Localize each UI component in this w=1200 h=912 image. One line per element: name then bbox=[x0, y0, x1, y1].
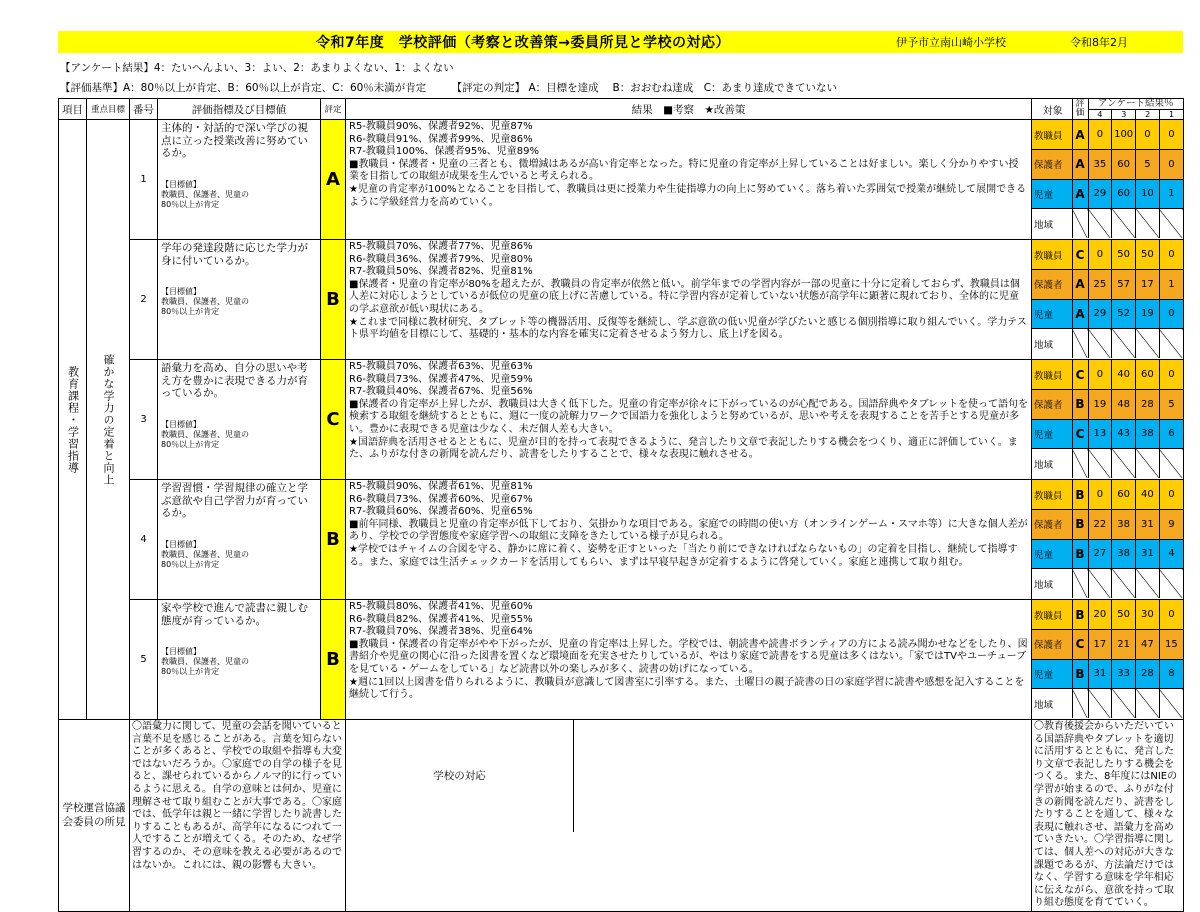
target-head: 【目標値】 bbox=[161, 287, 201, 296]
col-survey bbox=[1088, 99, 1183, 119]
staff-v2: 40 bbox=[1136, 480, 1160, 510]
target-val: 80％以上が肯定 bbox=[161, 439, 220, 449]
survey-row-region bbox=[1032, 209, 1183, 239]
target-value bbox=[161, 287, 317, 317]
result-line: R5-教職員90%、保護者61%、児童81% bbox=[349, 481, 533, 492]
staff-grade: B bbox=[1072, 600, 1088, 630]
staff-v2: 50 bbox=[1136, 240, 1160, 270]
parent-v1: 15 bbox=[1159, 630, 1183, 660]
staff-v4: 0 bbox=[1088, 120, 1112, 150]
parent-v3: 21 bbox=[1112, 630, 1136, 660]
region-empty bbox=[1072, 329, 1088, 359]
col-eval: 評価 bbox=[1072, 99, 1088, 119]
child-v1: 4 bbox=[1159, 539, 1183, 569]
table-row bbox=[59, 240, 1184, 360]
survey-scale-3: 3 bbox=[1111, 110, 1135, 119]
target-value bbox=[161, 540, 317, 570]
survey-row-parent bbox=[1032, 150, 1183, 180]
result-line: ■保護者の肯定率が上昇したが、教職員は大きく低下した。児童の肯定率が徐々に下がっているのが心配である。国語辞典やタブレットを使って語句を検索する取組を継続するとともに、週に一度の読解力ワークで国語力を強化しようと努めているが、思いや考えを表現することを苦手とする児童が多い。豊かに表現できる児童は少なく、未だ個人差も大きい。 bbox=[349, 398, 1028, 435]
child-v4: 29 bbox=[1088, 179, 1112, 209]
child-v2: 28 bbox=[1136, 659, 1160, 689]
parent-v1: 0 bbox=[1159, 150, 1183, 180]
target-head: 【目標値】 bbox=[161, 419, 201, 429]
parent-v2: 17 bbox=[1136, 270, 1160, 300]
header-row bbox=[59, 99, 1184, 120]
survey-row-parent bbox=[1032, 510, 1183, 540]
target-region: 地域 bbox=[1034, 339, 1054, 351]
result-line: ★児童の肯定率が100%となることを目指して、教職員は更に授業力や生徒指導力の向上に努めていく。落ち着いた雰囲気で授業が継続して展開できるように学級経営力を高めていく。 bbox=[349, 183, 1027, 208]
overall-grade: A bbox=[321, 120, 346, 240]
target-value bbox=[161, 647, 317, 677]
indicator-text: 学年の発達段階に応じた学力が身に付いているか。 bbox=[161, 242, 308, 267]
parent-v4: 17 bbox=[1088, 630, 1112, 660]
target-region: 地域 bbox=[1034, 219, 1054, 231]
result-line: R6-教職員82%、保護者41%、児童55% bbox=[349, 613, 533, 625]
survey-row-region bbox=[1032, 329, 1183, 359]
survey-row-parent bbox=[1032, 270, 1183, 300]
staff-v2: 30 bbox=[1136, 600, 1160, 630]
result-text bbox=[346, 360, 1032, 480]
region-empty bbox=[1136, 689, 1160, 719]
parent-v2: 28 bbox=[1136, 390, 1160, 420]
region-empty bbox=[1088, 449, 1112, 479]
survey-row-child bbox=[1032, 299, 1183, 329]
result-text bbox=[346, 600, 1032, 720]
child-grade: B bbox=[1072, 539, 1088, 569]
child-v2: 31 bbox=[1136, 539, 1160, 569]
result-line: R7-教職員60%、保護者60%、児童65% bbox=[349, 506, 533, 518]
survey-row-child bbox=[1032, 659, 1183, 689]
response-area bbox=[346, 720, 1032, 912]
title-banner bbox=[58, 31, 1183, 53]
survey-scale-1: 1 bbox=[1159, 110, 1183, 119]
target-who: 教職員、保護者、児童の bbox=[161, 189, 249, 199]
child-v1: 8 bbox=[1159, 659, 1183, 689]
survey-row-staff bbox=[1032, 600, 1183, 630]
region-empty bbox=[1112, 689, 1136, 719]
result-line: ■保護者・児童の肯定率が80%を超えたが、教職員の肯定率が依然と低い。前学年までの学習内容が一部の児童に十分に定着しておらず、教職員は個人差に対応しようとしているが低位の児童の底上げに苦慮している。特に学習内容が定着していない状態が高学年に顕著に現れており、全体的に児童の学ぶ意欲が低い現状にある。 bbox=[349, 278, 1020, 315]
child-v1: 1 bbox=[1159, 179, 1183, 209]
staff-v1: 0 bbox=[1159, 240, 1183, 270]
target-parent: 保護者 bbox=[1032, 270, 1072, 300]
survey-legend: 【アンケート結果】4：たいへんよい、3：よい、2：あまりよくない、1：よくない bbox=[60, 62, 454, 74]
parent-v4: 35 bbox=[1088, 150, 1112, 180]
item-number: 2 bbox=[130, 240, 158, 360]
staff-v3: 60 bbox=[1112, 480, 1136, 510]
target-who: 教職員、保護者、児童の bbox=[161, 297, 249, 306]
evaluation-table bbox=[58, 98, 1184, 912]
item-number: 1 bbox=[130, 120, 158, 240]
survey-row-parent bbox=[1032, 630, 1183, 660]
indicator-cell bbox=[158, 480, 321, 600]
parent-v4: 19 bbox=[1088, 390, 1112, 420]
parent-v4: 25 bbox=[1088, 270, 1112, 300]
overall-grade: B bbox=[321, 240, 346, 360]
parent-v3: 38 bbox=[1112, 510, 1136, 540]
child-grade: B bbox=[1072, 659, 1088, 689]
target-head: 【目標値】 bbox=[161, 179, 201, 189]
child-v2: 19 bbox=[1136, 299, 1160, 329]
result-text bbox=[346, 120, 1032, 240]
target-who: 教職員、保護者、児童の bbox=[161, 429, 249, 439]
col-indicator: 評価指標及び目標値 bbox=[158, 99, 321, 120]
parent-grade: B bbox=[1072, 510, 1088, 540]
parent-v2: 5 bbox=[1136, 150, 1160, 180]
item-number: 3 bbox=[130, 360, 158, 480]
parent-grade: A bbox=[1072, 270, 1088, 300]
target-parent: 保護者 bbox=[1032, 630, 1072, 660]
region-empty bbox=[1112, 209, 1136, 239]
parent-grade: A bbox=[1072, 150, 1088, 180]
region-empty bbox=[1159, 329, 1183, 359]
category-cell bbox=[59, 120, 87, 720]
col-target: 対象 bbox=[1042, 105, 1063, 117]
child-v2: 10 bbox=[1136, 179, 1160, 209]
survey-heading: アンケート結果％ bbox=[1089, 99, 1184, 110]
target-val: 80％以上が肯定 bbox=[161, 307, 220, 316]
region-empty bbox=[1159, 209, 1183, 239]
child-v4: 27 bbox=[1088, 539, 1112, 569]
region-empty bbox=[1072, 689, 1088, 719]
result-line: R7-教職員50%、保護者82%、児童81% bbox=[349, 266, 533, 278]
region-empty bbox=[1136, 329, 1160, 359]
staff-v1: 0 bbox=[1159, 480, 1183, 510]
survey-cell bbox=[1032, 240, 1184, 360]
target-parent: 保護者 bbox=[1032, 510, 1072, 540]
indicator-cell bbox=[158, 600, 321, 720]
child-v1: 6 bbox=[1159, 419, 1183, 449]
parent-v3: 60 bbox=[1112, 150, 1136, 180]
child-v3: 33 bbox=[1112, 659, 1136, 689]
target-child: 児童 bbox=[1032, 299, 1072, 329]
result-text bbox=[346, 240, 1032, 360]
child-v2: 38 bbox=[1136, 419, 1160, 449]
item-number: 5 bbox=[130, 600, 158, 720]
staff-grade: B bbox=[1072, 480, 1088, 510]
child-v4: 13 bbox=[1088, 419, 1112, 449]
result-line: R7-教職員100%、保護者95%、児童89% bbox=[349, 146, 539, 158]
result-line: R6-教職員36%、保護者79%、児童80% bbox=[349, 253, 533, 265]
region-empty bbox=[1159, 689, 1183, 719]
child-grade: C bbox=[1072, 419, 1088, 449]
parent-grade: B bbox=[1072, 390, 1088, 420]
parent-v4: 22 bbox=[1088, 510, 1112, 540]
staff-v3: 50 bbox=[1112, 240, 1136, 270]
judgement-text: 【評定の判定】 A：目標を達成 B：おおむね達成 C：あまり達成できていない bbox=[451, 82, 838, 94]
target-region: 地域 bbox=[1034, 699, 1054, 711]
result-line: R5-教職員70%、保護者77%、児童86% bbox=[349, 241, 533, 252]
indicator-text: 学習習慣・学習規律の確立と学ぶ意欲や自己学習力が育っているか。 bbox=[161, 482, 308, 519]
staff-v4: 0 bbox=[1088, 240, 1112, 270]
child-v3: 52 bbox=[1112, 299, 1136, 329]
survey-row-staff bbox=[1032, 360, 1183, 390]
result-line: R5-教職員90%、保護者92%、児童87% bbox=[349, 121, 533, 132]
staff-v2: 60 bbox=[1136, 360, 1160, 390]
committee-opinion: 〇語彙力に関して、児童の会話を聞いていると言葉不足を感じることがある。言葉を知らないことが多くあると、学校での取組や指導も大変ではないだろうか。〇家庭での自学の様子を見ると、課せられているからノルマ的に行っているように思える。自学の意味とは何か、児童に理解させて取り組むことが大事である。〇家庭では、低学年は親と一緒に学習したり読書したりすることもあるが、高学年になるにつれて一人ですることが増えてくる。そのため、なぜ学習するのか、その意味を教える必要があるのではないか。これには、親の影響も大きい。 bbox=[130, 720, 346, 912]
response-label: 学校の対応 bbox=[346, 720, 574, 832]
parent-v3: 48 bbox=[1112, 390, 1136, 420]
child-v4: 31 bbox=[1088, 659, 1112, 689]
report-date: 令和8年2月 bbox=[1070, 36, 1128, 49]
indicator-cell bbox=[158, 240, 321, 360]
parent-grade: C bbox=[1072, 630, 1088, 660]
staff-v1: 0 bbox=[1159, 360, 1183, 390]
target-val: 80％以上が肯定 bbox=[161, 559, 220, 569]
criteria-text: 【評価基準】A：80％以上が肯定、B：60％以上が肯定、C：60％未満が肯定 bbox=[60, 82, 427, 94]
overall-grade: B bbox=[321, 480, 346, 600]
target-parent: 保護者 bbox=[1032, 390, 1072, 420]
target-parent: 保護者 bbox=[1032, 150, 1072, 180]
staff-v3: 50 bbox=[1112, 600, 1136, 630]
footer-row bbox=[59, 720, 1184, 912]
result-line: R6-教職員73%、保護者47%、児童59% bbox=[349, 373, 533, 385]
table-row bbox=[59, 600, 1184, 720]
staff-grade: A bbox=[1072, 120, 1088, 150]
staff-v1: 0 bbox=[1159, 120, 1183, 150]
table-row bbox=[59, 480, 1184, 600]
survey-cell bbox=[1032, 360, 1184, 480]
survey-cell bbox=[1032, 120, 1184, 240]
region-empty bbox=[1136, 209, 1160, 239]
survey-row-child bbox=[1032, 419, 1183, 449]
target-child: 児童 bbox=[1032, 539, 1072, 569]
result-line: ★これまで同様に教材研究、タブレット等の機器活用、反復等を継続し、学ぶ意欲の低い児童が学びたいと感じる個別指導に取り組んでいく。学力テスト県平均値を目標にして、基礎的・基本的な内容を確実に定着させるよう努力し、底上げを図る。 bbox=[349, 316, 1027, 341]
staff-v3: 100 bbox=[1112, 120, 1136, 150]
target-val: 80％以上が肯定 bbox=[161, 667, 220, 676]
child-v1: 0 bbox=[1159, 299, 1183, 329]
target-child: 児童 bbox=[1032, 659, 1072, 689]
staff-v1: 0 bbox=[1159, 600, 1183, 630]
survey-scale-2: 2 bbox=[1135, 110, 1159, 119]
table-row bbox=[59, 120, 1184, 240]
result-line: R5-教職員70%、保護者63%、児童63% bbox=[349, 361, 533, 372]
region-empty bbox=[1159, 569, 1183, 599]
col-survey-group bbox=[1032, 99, 1184, 120]
target-head: 【目標値】 bbox=[161, 539, 201, 549]
region-empty bbox=[1088, 329, 1112, 359]
result-line: ■教職員・保護者の肯定率がやや下がったが、児童の肯定率は上昇した。学校では、朝読書や読書ボランティアの方による読み聞かせなどをしたり、図書紹介や児童の関心に沿った図書を置くなど環境面を充実させたりしているが、やはり家庭で読書をする児童は多くはない。「家ではTVやユーチューブを見ている・ゲームをしている」など読書以外の楽しみが多く、読書の妨げになっている。 bbox=[349, 638, 1028, 675]
result-line: R7-教職員70%、保護者38%、児童64% bbox=[349, 626, 533, 638]
region-empty bbox=[1159, 449, 1183, 479]
result-line: R6-教職員73%、保護者60%、児童67% bbox=[349, 493, 533, 505]
region-empty bbox=[1088, 569, 1112, 599]
target-value bbox=[161, 180, 317, 210]
target-staff: 教職員 bbox=[1032, 120, 1072, 150]
indicator-text: 主体的・対話的で深い学びの視点に立った授業改善に努めているか。 bbox=[161, 122, 308, 159]
staff-grade: C bbox=[1072, 240, 1088, 270]
parent-v1: 1 bbox=[1159, 270, 1183, 300]
target-staff: 教職員 bbox=[1032, 480, 1072, 510]
item-number: 4 bbox=[130, 480, 158, 600]
school-name: 伊予市立南山崎小学校 bbox=[896, 36, 1006, 49]
survey-row-region bbox=[1032, 689, 1183, 719]
target-who: 教職員、保護者、児童の bbox=[161, 549, 249, 559]
result-line: ■教職員・保護者・児童の三者とも、微増減はあるが高い肯定率となった。特に児童の肯定率が上昇していることは好ましい。楽しく分かりやすい授業を目指しての取組が成果を生んでいると考えられる。 bbox=[349, 158, 1019, 183]
result-text bbox=[346, 480, 1032, 600]
result-line: R5-教職員80%、保護者41%、児童60% bbox=[349, 601, 533, 612]
indicator-cell bbox=[158, 120, 321, 240]
focus-label: 確かな学力の定着と向上 bbox=[102, 353, 115, 486]
survey-row-parent bbox=[1032, 390, 1183, 420]
parent-v2: 31 bbox=[1136, 510, 1160, 540]
region-empty bbox=[1072, 209, 1088, 239]
footer-label: 学校運営協議会委員の所見 bbox=[59, 720, 130, 912]
target-child: 児童 bbox=[1032, 179, 1072, 209]
result-line: ★学校ではチャイムの合図を守る、静かに席に着く、姿勢を正すといった「当たり前にできなければならないもの」の定着を目指し、継続して指導する。また、家庭では生活チェックカードを活用してもらい、まずは早寝早起きが定着するように啓発していく。家庭と連携して取り組む。 bbox=[349, 543, 1018, 568]
overall-grade: B bbox=[321, 600, 346, 720]
target-region: 地域 bbox=[1034, 459, 1054, 471]
region-empty bbox=[1072, 449, 1088, 479]
survey-cell bbox=[1032, 480, 1184, 600]
staff-grade: C bbox=[1072, 360, 1088, 390]
survey-row-staff bbox=[1032, 480, 1183, 510]
target-value bbox=[161, 420, 317, 450]
col-item: 項目 bbox=[59, 99, 87, 120]
staff-v3: 40 bbox=[1112, 360, 1136, 390]
survey-row-child bbox=[1032, 539, 1183, 569]
survey-scale-4: 4 bbox=[1097, 110, 1103, 119]
child-grade: A bbox=[1072, 179, 1088, 209]
target-staff: 教職員 bbox=[1032, 360, 1072, 390]
target-staff: 教職員 bbox=[1032, 240, 1072, 270]
category-label: 教育課程・学習指導 bbox=[66, 365, 80, 474]
survey-row-region bbox=[1032, 569, 1183, 599]
col-goal: 重点目標 bbox=[87, 99, 130, 120]
table-row bbox=[59, 360, 1184, 480]
overall-grade: C bbox=[321, 360, 346, 480]
region-empty bbox=[1112, 569, 1136, 599]
staff-v2: 0 bbox=[1136, 120, 1160, 150]
result-line: ★週に1回以上図書を借りられるように、教職員が意識して図書室に引率する。また、土曜日の親子読書の日の家庭学習に読書や感想を記入することを継続して行う。 bbox=[349, 676, 1025, 701]
result-line: ■前年同様、教職員と児童の肯定率が低下しており、気掛かりな項目である。家庭での時間の使い方（オンラインゲーム・スマホ等）に大きな個人差があり、学校での学習態度や家庭学習への取組に支障をきたしている様子が見られる。 bbox=[349, 518, 1028, 543]
target-who: 教職員、保護者、児童の bbox=[161, 657, 249, 666]
region-empty bbox=[1136, 569, 1160, 599]
child-v3: 60 bbox=[1112, 179, 1136, 209]
target-region: 地域 bbox=[1034, 579, 1054, 591]
result-line: ★国語辞典を活用させるとともに、児童が目的を持って表現できるように、発言したり文章で表記したりする機会をつくり、適正に評価していく。また、ふりがな付きの新聞を読んだり、読書をしたりすることで、様々な表現に触れさせる。 bbox=[349, 436, 1018, 461]
region-empty bbox=[1112, 449, 1136, 479]
survey-row-region bbox=[1032, 449, 1183, 479]
staff-v4: 0 bbox=[1088, 360, 1112, 390]
target-head: 【目標値】 bbox=[161, 647, 201, 656]
col-result: 結果 ■考察 ★改善策 bbox=[346, 99, 1032, 120]
child-v3: 38 bbox=[1112, 539, 1136, 569]
col-no: 番号 bbox=[130, 99, 158, 120]
page-title: 令和7年度 学校評価（考察と改善策→委員所見と学校の対応） bbox=[316, 35, 730, 51]
survey-row-staff bbox=[1032, 240, 1183, 270]
staff-v4: 20 bbox=[1088, 600, 1112, 630]
survey-row-staff bbox=[1032, 120, 1183, 150]
target-staff: 教職員 bbox=[1032, 600, 1072, 630]
parent-v1: 9 bbox=[1159, 510, 1183, 540]
parent-v2: 47 bbox=[1136, 630, 1160, 660]
result-line: R7-教職員40%、保護者67%、児童56% bbox=[349, 386, 533, 398]
staff-v4: 0 bbox=[1088, 480, 1112, 510]
indicator-cell bbox=[158, 360, 321, 480]
survey-cell bbox=[1032, 600, 1184, 720]
parent-v3: 57 bbox=[1112, 270, 1136, 300]
criteria-legend bbox=[60, 80, 837, 95]
region-empty bbox=[1136, 449, 1160, 479]
survey-row-child bbox=[1032, 179, 1183, 209]
child-v4: 29 bbox=[1088, 299, 1112, 329]
region-empty bbox=[1112, 329, 1136, 359]
result-line: R6-教職員91%、保護者99%、児童86% bbox=[349, 133, 533, 145]
indicator-text: 語彙力を高め、自分の思いや考え方を豊かに表現できる力が育っているか。 bbox=[161, 362, 308, 399]
target-val: 80％以上が肯定 bbox=[161, 199, 220, 209]
col-grade: 評定 bbox=[321, 99, 346, 120]
target-child: 児童 bbox=[1032, 419, 1072, 449]
parent-v1: 5 bbox=[1159, 390, 1183, 420]
indicator-text: 家や学校で進んで読書に親しむ態度が育っているか。 bbox=[161, 602, 308, 627]
region-empty bbox=[1072, 569, 1088, 599]
region-empty bbox=[1088, 209, 1112, 239]
child-v3: 43 bbox=[1112, 419, 1136, 449]
region-empty bbox=[1088, 689, 1112, 719]
focus-cell bbox=[87, 120, 130, 720]
child-grade: A bbox=[1072, 299, 1088, 329]
school-response: 〇教育後援会からいただいている国語辞典やタブレットを適切に活用するとともに、発言したり文章で表記したりする機会をつくる。また、8年度にはNIEの学習が始まるので、ふりがな付きの新聞を読んだり、読書をしたりすることを通して、様々な表現に触れさせ、語彙力を高めていきたい。〇学習指導に関しては、個人差への対応が大きな課題であるが、方法論だけではなく、学習する意味を学年相応に伝えながら、意欲を持って取り組む態度を育てていく。 bbox=[1032, 720, 1184, 912]
